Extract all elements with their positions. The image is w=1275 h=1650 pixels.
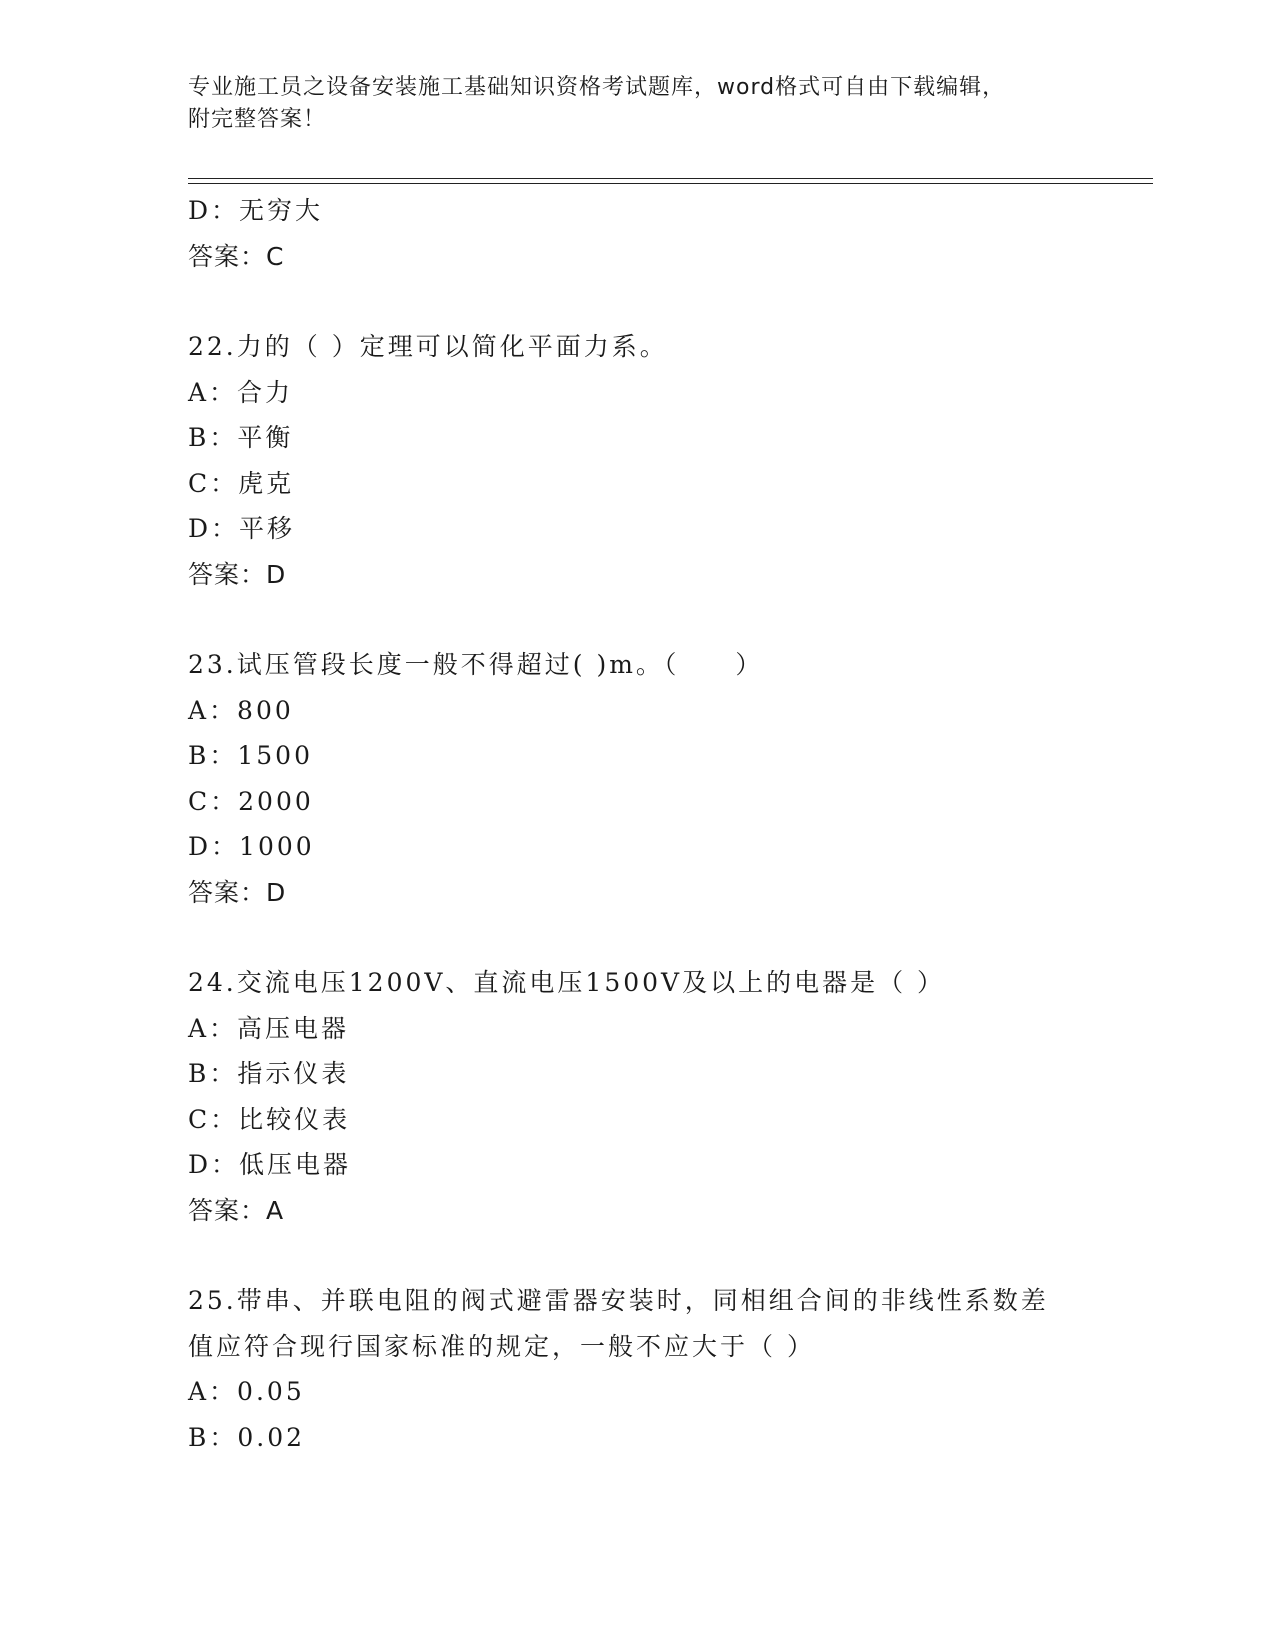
answer-line: 答案：C: [188, 241, 285, 271]
question-stem-line1: 25.带串、并联电阻的阀式避雷器安装时，同相组合间的非线性系数差: [188, 1286, 1049, 1315]
question-stem: 24.交流电压1200V、直流电压1500V及以上的电器是（ ）: [188, 968, 946, 997]
option-a: A：800: [188, 695, 294, 725]
question-24: [188, 960, 1138, 1233]
question-stem-line2: 值应符合现行国家标准的规定，一般不应大于（ ）: [188, 1331, 815, 1361]
spacer: [188, 597, 1138, 642]
answer-line: 答案：D: [188, 877, 287, 907]
option-b: B：0.02: [188, 1422, 306, 1452]
header-title-line1: 专业施工员之设备安装施工基础知识资格考试题库，word格式可自由下载编辑，: [188, 75, 1006, 100]
question-25: [188, 1278, 1138, 1460]
question-list: [188, 188, 1138, 1460]
option-c: C：2000: [188, 786, 314, 816]
question-stem: 22.力的（ ）定理可以简化平面力系。: [188, 332, 668, 361]
spacer: [188, 1233, 1138, 1278]
question-23: [188, 642, 1138, 915]
option-c: C：比较仪表: [188, 1104, 351, 1134]
answer-line: 答案：D: [188, 559, 287, 589]
spacer: [188, 915, 1138, 960]
option-d: D：1000: [188, 832, 315, 861]
question-21-tail: [188, 188, 1138, 279]
option-d: D：低压电器: [188, 1150, 352, 1179]
option-d: D：无穷大: [188, 196, 324, 225]
option-c: C：虎克: [188, 468, 295, 498]
spacer: [188, 279, 1138, 324]
header-divider-top: [188, 178, 1153, 179]
option-a: A：合力: [188, 377, 294, 407]
option-a: A：0.05: [188, 1377, 305, 1406]
answer-line: 答案：A: [188, 1195, 285, 1225]
document-header: [188, 72, 1088, 136]
option-b: B：1500: [188, 741, 313, 770]
question-22: [188, 324, 1138, 597]
option-d: D：平移: [188, 514, 296, 543]
header-title-line2: 附完整答案！: [188, 107, 327, 132]
question-stem: 23.试压管段长度一般不得超过( )m。（ ）: [188, 650, 764, 679]
option-a: A：高压电器: [188, 1013, 350, 1043]
option-b: B：指示仪表: [188, 1059, 350, 1088]
option-b: B：平衡: [188, 423, 294, 452]
header-divider-bottom: [188, 183, 1153, 184]
